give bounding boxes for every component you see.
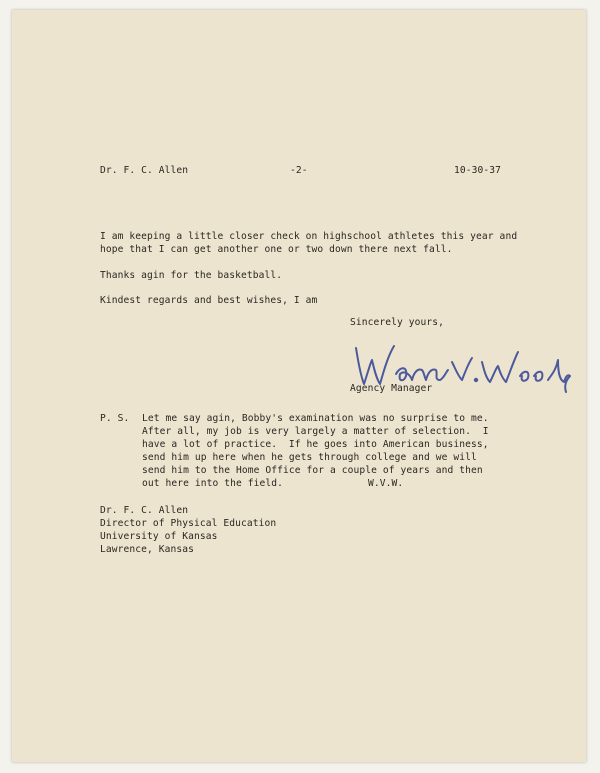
body-line: Kindest regards and best wishes, I am [100,295,318,306]
letter-page [12,10,586,762]
body-line: I am keeping a little closer check on highschool athletes this year and [100,231,518,242]
address-line: University of Kansas [100,531,218,542]
postscript-label: P. S. [100,413,130,424]
postscript-line: Let me say agin, Bobby's examination was no surprise to me. [142,413,489,424]
address-line: Dr. F. C. Allen [100,505,189,516]
closing-salutation: Sincerely yours, [350,317,445,328]
header-recipient: Dr. F. C. Allen [100,165,189,176]
closing-title: Agency Manager [350,383,433,394]
body-line: hope that I can get another one or two down there next fall. [100,244,453,255]
postscript-line: After all, my job is very largely a matter of selection. I [142,426,489,437]
postscript-line: have a lot of practice. If he goes into American business, [142,439,489,450]
postscript-initials: W.V.W. [368,478,404,489]
address-line: Lawrence, Kansas [100,544,195,555]
address-line: Director of Physical Education [100,518,277,529]
letter-date: 10-30-37 [454,165,502,176]
body-line: Thanks agin for the basketball. [100,270,283,281]
page-number: -2- [290,165,308,176]
postscript-line: send him up here when he gets through college and we will [142,452,477,463]
postscript-line: send him to the Home Office for a couple of years and then [142,465,483,476]
postscript-line: out here into the field. [142,478,284,489]
